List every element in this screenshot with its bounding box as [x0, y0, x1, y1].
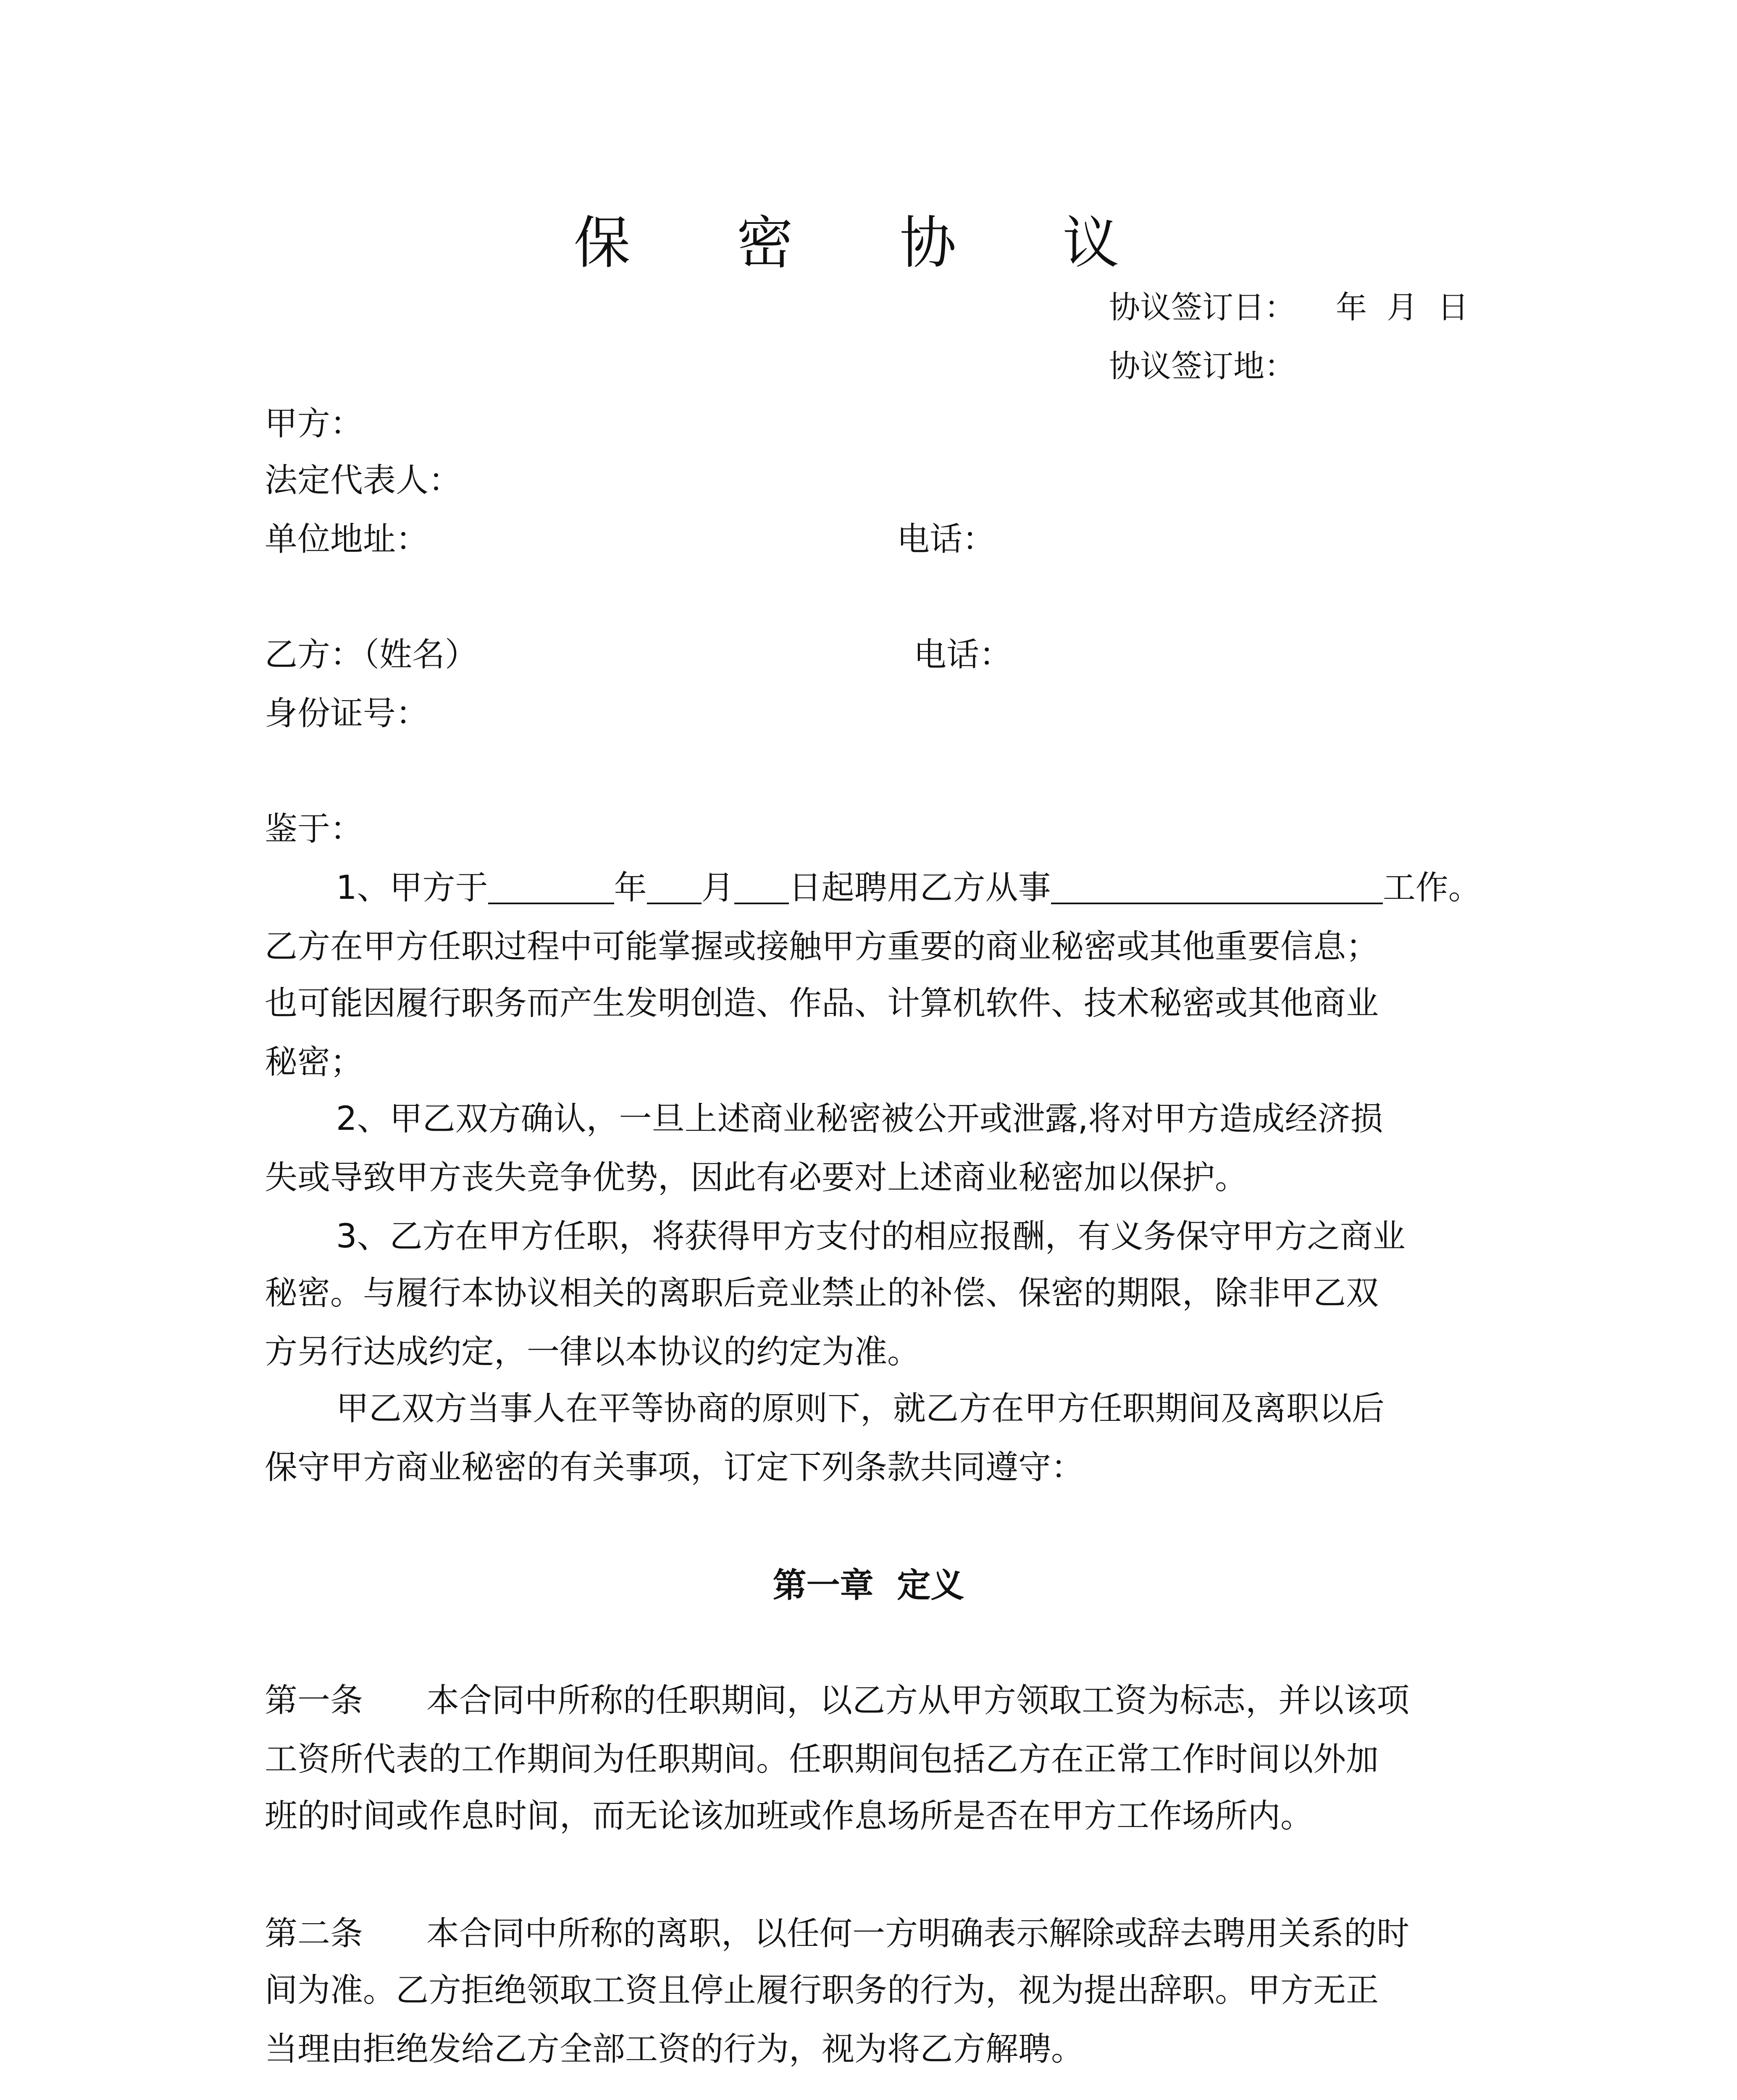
blank-day	[734, 873, 789, 904]
sign-place-label: 协议签订地：	[1109, 348, 1296, 384]
party-a-label: 甲方：	[265, 405, 363, 443]
item1-line2: 乙方在甲方任职过程中可能掌握或接触甲方重要的商业秘密或其他重要信息；	[265, 928, 1379, 966]
article2-line3: 当理由拒绝发给乙方全部工资的行为，视为将乙方解聘。	[265, 2030, 1084, 2068]
article1-line1: 本合同中所称的任职期间，以乙方从甲方领取工资为标志，并以该项	[426, 1682, 1410, 1719]
item1-day-text: 日起聘用乙方从事	[788, 869, 1051, 907]
address-label: 单位地址：	[265, 520, 429, 558]
closing-line2: 保守甲方商业秘密的有关事项，订定下列条款共同遵守：	[265, 1449, 1084, 1486]
article1-label: 第一条	[265, 1682, 363, 1719]
item1-suffix: 工作。	[1382, 869, 1481, 907]
article2-label: 第二条	[265, 1915, 363, 1953]
item1-prefix: 1、甲方于	[336, 869, 488, 907]
closing-line1: 甲乙双方当事人在平等协商的原则下，就乙方在甲方任职期间及离职以后	[336, 1390, 1385, 1428]
item3-line3: 方另行达成约定，一律以本协议的约定为准。	[265, 1333, 920, 1371]
item2-line2: 失或导致甲方丧失竞争优势，因此有必要对上述商业秘密加以保护。	[265, 1159, 1248, 1197]
item1-line4: 秘密；	[265, 1043, 363, 1081]
blank-job	[1051, 873, 1383, 904]
document-title: 保 密 协 议	[573, 210, 1164, 276]
item1-line1	[336, 869, 1481, 907]
legal-rep-label: 法定代表人：	[265, 462, 462, 499]
blank-year	[488, 873, 614, 904]
item1-month: 月	[701, 869, 734, 907]
chapter1-heading: 第一章 定义	[773, 1566, 964, 1605]
article2-line2: 间为准。乙方拒绝领取工资且停止履行职务的行为，视为提出辞职。甲方无正	[265, 1971, 1379, 2009]
whereas-label: 鉴于：	[265, 810, 363, 848]
article1-line3: 班的时间或作息时间，而无论该加班或作息场所是否在甲方工作场所内。	[265, 1797, 1314, 1835]
item1-year: 年	[614, 869, 647, 907]
id-label: 身份证号：	[265, 695, 429, 732]
party-b-label: 乙方：（姓名）	[265, 636, 478, 674]
item2-line1: 2、甲乙双方确认，一旦上述商业秘密被公开或泄露,将对甲方造成经济损	[336, 1100, 1383, 1138]
blank-month	[647, 873, 702, 904]
phone-label-a: 电话：	[897, 520, 996, 558]
item3-line2: 秘密。与履行本协议相关的离职后竞业禁止的补偿、保密的期限，除非甲乙双	[265, 1274, 1379, 1312]
article2-line1: 本合同中所称的离职，以任何一方明确表示解除或辞去聘用关系的时	[426, 1915, 1410, 1953]
article1-line2: 工资所代表的工作期间为任职期间。任职期间包括乙方在正常工作时间以外加	[265, 1740, 1379, 1778]
item3-line1: 3、乙方在甲方任职，将获得甲方支付的相应报酬，有义务保守甲方之商业	[336, 1218, 1406, 1255]
sign-date-label: 协议签订日：	[1109, 289, 1296, 326]
phone-label-b: 电话：	[914, 636, 1012, 674]
item1-line3: 也可能因履行职务而产生发明创造、作品、计算机软件、技术秘密或其他商业	[265, 984, 1379, 1022]
sign-date-value: 年 月 日	[1336, 289, 1469, 326]
